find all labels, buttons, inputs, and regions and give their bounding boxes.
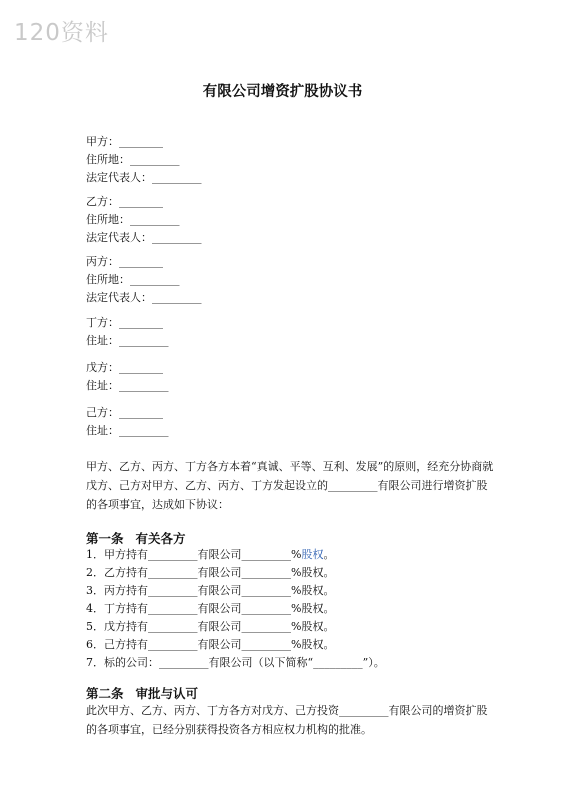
party-e-name: 戊方：________ [86, 361, 163, 374]
list-item-end: 。 [323, 566, 335, 579]
party-c-representative: 法定代表人：_________ [86, 291, 202, 304]
list-item-suffix: 股权 [301, 638, 324, 651]
party-b-name: 乙方：________ [86, 195, 163, 208]
intro-paragraph: 甲方、乙方、丙方、丁方各方本着“真诚、平等、互利、发展”的原则，经充分协商就戊方、己方对甲方、乙方、丙方、丁方发起设立的_________有限公司进行增资扩股的各项事宜，达成如下协议： [86, 460, 494, 511]
party-a-address: 住所地：_________ [86, 153, 180, 166]
list-item-suffix: 股权 [301, 620, 324, 633]
list-item-text: 5．戊方持有_________有限公司_________% [86, 620, 302, 633]
list-item-text: 1．甲方持有_________有限公司_________% [86, 548, 302, 561]
article-2-heading [86, 684, 198, 702]
list-item-suffix: 股权 [301, 584, 324, 597]
party-a-representative: 法定代表人：_________ [86, 171, 202, 184]
party-d-address: 住址：_________ [86, 334, 169, 347]
list-item-text: 6．己方持有_________有限公司_________% [86, 638, 302, 651]
list-item-text: 3．丙方持有_________有限公司_________% [86, 584, 302, 597]
list-item-end: 。 [323, 620, 335, 633]
list-item-end: 。 [323, 584, 335, 597]
list-item [86, 566, 334, 580]
party-f-name: 己方：________ [86, 406, 163, 419]
watermark: 120资料 [14, 20, 109, 46]
list-item [86, 584, 334, 598]
list-item-text: 4．丁方持有_________有限公司_________% [86, 602, 302, 615]
article-1-title: 有关各方 [135, 531, 186, 546]
list-item-text: 2．乙方持有_________有限公司_________% [86, 566, 302, 579]
party-c-name: 丙方：________ [86, 255, 163, 268]
list-item-suffix: 股权 [301, 566, 324, 579]
article-2-number: 第二条 [86, 686, 124, 701]
list-item [86, 548, 334, 562]
article-2-title: 审批与认可 [135, 686, 199, 701]
list-item-end: 。 [323, 548, 335, 561]
list-item-suffix: 股权 [301, 602, 324, 615]
party-a-name: 甲方：________ [86, 135, 163, 148]
party-f-address: 住址：_________ [86, 424, 169, 437]
party-d-name: 丁方：________ [86, 316, 163, 329]
list-item [86, 638, 334, 652]
list-item-end: 。 [323, 602, 335, 615]
document-title: 有限公司增资扩股协议书 [202, 84, 363, 100]
list-item [86, 602, 334, 616]
party-e-address: 住址：_________ [86, 379, 169, 392]
list-item-text: 7．标的公司：_________有限公司（以下简称“_________”）。 [86, 656, 385, 669]
party-b-address: 住所地：_________ [86, 213, 180, 226]
list-item [86, 620, 334, 634]
party-c-address: 住所地：_________ [86, 273, 180, 286]
list-item [86, 656, 385, 670]
article-1-heading [86, 529, 186, 547]
party-b-representative: 法定代表人：_________ [86, 231, 202, 244]
article-1-number: 第一条 [86, 531, 124, 546]
article-2-paragraph: 此次甲方、乙方、丙方、丁方各方对戊方、己方投资_________有限公司的增资扩股的各项事宜，已经分别获得投资各方相应权力机构的批准。 [86, 704, 488, 736]
list-item-end: 。 [323, 638, 335, 651]
equity-link[interactable]: 股权 [301, 548, 324, 561]
